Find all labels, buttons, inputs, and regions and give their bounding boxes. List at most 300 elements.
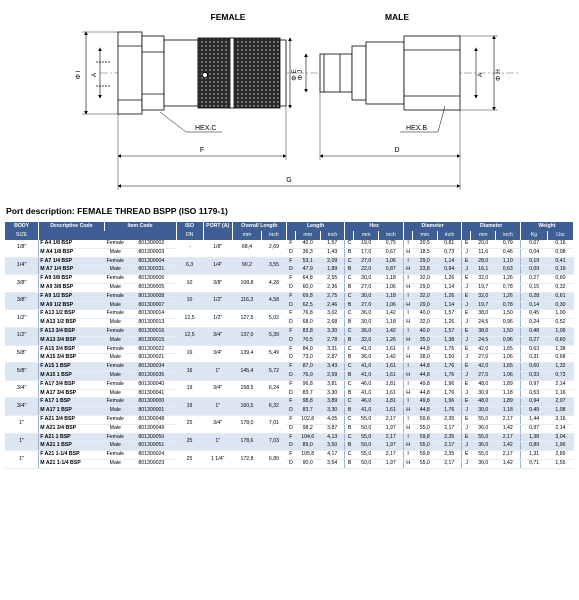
table-cell: 2,69 <box>262 240 287 257</box>
table-cell: 0,48 <box>520 327 547 336</box>
table-cell: 3,81 <box>320 380 345 389</box>
table-cell: B <box>345 354 354 363</box>
table-cell: 2,89 <box>547 451 573 460</box>
table-cell: 1" <box>5 433 39 451</box>
table-cell: Male <box>104 248 127 257</box>
table-cell: C <box>345 327 354 336</box>
table-cell: 0,15 <box>520 283 547 292</box>
table-cell: D <box>286 459 295 468</box>
table-cell: B <box>345 336 354 345</box>
table-row <box>5 424 574 433</box>
table-cell: 6,24 <box>262 380 287 398</box>
table-cell: 1,50 <box>496 327 521 336</box>
header-ol-mm: mm <box>232 231 261 240</box>
table-cell: 68,4 <box>232 240 261 257</box>
table-cell: F <box>286 257 295 266</box>
table-cell: 1,18 <box>379 275 404 284</box>
table-cell: 0,46 <box>496 248 521 257</box>
table-cell: C <box>345 240 354 248</box>
table-cell: 801300013 <box>127 319 177 328</box>
table-cell: 0,96 <box>496 336 521 345</box>
table-cell: 25 <box>176 433 203 451</box>
table-cell: H <box>403 266 412 275</box>
table-cell: 801300048 <box>127 415 177 424</box>
table-cell: 32,0 <box>412 292 437 301</box>
table-cell: 0,78 <box>496 301 521 310</box>
table-cell: 76,0 <box>295 371 320 380</box>
table-cell: E <box>462 415 471 424</box>
table-cell: 1,18 <box>496 407 521 416</box>
table-cell: 19,7 <box>471 283 496 292</box>
header-hex-inch: inch <box>379 231 404 240</box>
table-cell: 0,19 <box>547 266 573 275</box>
table-cell: 2,17 <box>379 415 404 424</box>
table-cell: 102,8 <box>295 415 320 424</box>
table-cell: 83,8 <box>295 327 320 336</box>
table-cell: 1/8" <box>203 240 232 257</box>
specification-table-body <box>5 240 574 468</box>
table-cell: 1,97 <box>379 424 404 433</box>
table-cell: 801300008 <box>127 292 177 301</box>
table-cell: H <box>403 336 412 345</box>
table-cell: C <box>345 363 354 372</box>
table-row <box>5 451 574 460</box>
header-overall-length: Overall Length <box>232 222 286 231</box>
table-cell: J <box>462 389 471 398</box>
table-cell: 0,81 <box>437 240 462 248</box>
table-cell: 38,0 <box>412 354 437 363</box>
table-cell: J <box>462 266 471 275</box>
table-cell: 172,8 <box>232 451 261 469</box>
table-cell: 25 <box>176 415 203 433</box>
table-cell: C <box>345 345 354 354</box>
table-cell: D <box>286 336 295 345</box>
table-cell: 801300021 <box>127 354 177 363</box>
table-cell: 1,26 <box>437 275 462 284</box>
table-cell: Female <box>104 257 127 266</box>
table-cell: 3,31 <box>320 345 345 354</box>
table-cell: 83,7 <box>295 407 320 416</box>
table-cell: I <box>403 363 412 372</box>
table-cell: D <box>286 407 295 416</box>
table-cell: 29,0 <box>412 283 437 292</box>
table-cell: 30,9 <box>471 389 496 398</box>
table-cell: I <box>403 398 412 407</box>
table-row <box>5 398 574 407</box>
table-cell: 801300015 <box>127 336 177 345</box>
table-cell: 2,14 <box>547 380 573 389</box>
table-cell: 68,0 <box>295 319 320 328</box>
table-cell: 55,0 <box>471 415 496 424</box>
port-description-label: Port description: <box>6 206 75 216</box>
table-cell: M A13 1/2 BSP <box>39 319 104 328</box>
table-cell: Male <box>104 266 127 275</box>
table-cell: 1,56 <box>547 459 573 468</box>
table-cell: F A13 3/4 BSP <box>39 327 104 336</box>
table-cell: 0,49 <box>520 407 547 416</box>
table-cell: 41,0 <box>354 389 379 398</box>
table-cell: Female <box>104 363 127 372</box>
table-cell: 2,68 <box>320 319 345 328</box>
table-cell: 0,14 <box>520 301 547 310</box>
table-cell: 41,0 <box>354 371 379 380</box>
table-cell: 30,0 <box>471 407 496 416</box>
table-cell: H <box>403 319 412 328</box>
hex-c-label: HEX.C <box>195 125 217 132</box>
table-cell: 32,0 <box>471 292 496 301</box>
table-cell: F <box>286 240 295 248</box>
table-cell: 105,8 <box>295 451 320 460</box>
table-row <box>5 336 574 345</box>
table-cell: 3,30 <box>320 389 345 398</box>
table-cell: 1,42 <box>496 442 521 451</box>
table-cell: 3,50 <box>320 442 345 451</box>
table-cell: 83,7 <box>295 389 320 398</box>
table-cell: 1,18 <box>496 389 521 398</box>
table-cell: 1" <box>203 363 232 381</box>
table-cell: 801300005 <box>127 283 177 292</box>
table-cell: H <box>403 459 412 468</box>
table-cell: Female <box>104 398 127 407</box>
table-cell: 1,32 <box>547 363 573 372</box>
table-cell: F <box>286 363 295 372</box>
table-cell: 801300016 <box>127 327 177 336</box>
header-row-2 <box>5 231 574 240</box>
table-cell: 89,0 <box>295 442 320 451</box>
table-cell: M A4 1/8 BSP <box>39 248 104 257</box>
table-cell: 98,8 <box>295 398 320 407</box>
table-cell: I <box>403 415 412 424</box>
table-cell: J <box>462 248 471 257</box>
table-row <box>5 459 574 468</box>
table-cell: B <box>345 301 354 310</box>
table-cell: 36,0 <box>354 327 379 336</box>
table-cell: 53,1 <box>295 257 320 266</box>
table-cell: 2,17 <box>496 415 521 424</box>
table-cell: F <box>286 451 295 460</box>
table-cell: J <box>462 336 471 345</box>
table-cell: Male <box>104 354 127 363</box>
table-cell: C <box>345 310 354 319</box>
table-row <box>5 283 574 292</box>
table-cell: 2,35 <box>437 433 462 442</box>
table-cell: H <box>403 371 412 380</box>
table-cell: 16,1 <box>471 266 496 275</box>
table-cell: J <box>462 283 471 292</box>
table-cell: 1/2" <box>203 310 232 328</box>
table-row <box>5 310 574 319</box>
table-cell: 1,89 <box>496 380 521 389</box>
table-cell: 6,80 <box>262 451 287 469</box>
table-cell: 1,06 <box>496 354 521 363</box>
a-right-label: A <box>477 72 484 78</box>
table-cell: Male <box>104 371 127 380</box>
table-cell: 59,8 <box>412 433 437 442</box>
table-cell: F A9 1/2 BSP <box>39 292 104 301</box>
table-cell: 5,02 <box>262 310 287 328</box>
table-cell: H <box>403 442 412 451</box>
table-cell: 42,0 <box>471 363 496 372</box>
table-cell: 64,8 <box>295 275 320 284</box>
table-cell: I <box>403 275 412 284</box>
table-cell: 55,0 <box>354 415 379 424</box>
table-cell: B <box>345 283 354 292</box>
table-cell: D <box>286 442 295 451</box>
header-port: PORT (A) <box>203 222 232 231</box>
table-cell: F A7 1/4 BSP <box>39 257 104 266</box>
table-cell: M A17 1 BSP <box>39 407 104 416</box>
table-cell: 36,0 <box>471 459 496 468</box>
table-cell: 1,81 <box>379 380 404 389</box>
table-cell: 1,06 <box>379 301 404 310</box>
table-cell: 801300023 <box>127 459 177 468</box>
table-cell: 46,0 <box>354 380 379 389</box>
table-cell: 10 <box>176 275 203 293</box>
table-cell: 2,36 <box>320 283 345 292</box>
table-cell: 0,63 <box>520 345 547 354</box>
table-cell: 801300049 <box>127 424 177 433</box>
table-cell: 4,28 <box>262 275 287 293</box>
table-cell: 1" <box>5 415 39 433</box>
coupling-technical-drawing <box>0 0 579 200</box>
table-row <box>5 415 574 424</box>
table-cell: E <box>462 257 471 266</box>
table-cell: I <box>403 310 412 319</box>
table-cell: I <box>403 433 412 442</box>
table-cell: 1,61 <box>379 363 404 372</box>
table-cell: E <box>462 363 471 372</box>
table-cell: 1,81 <box>379 398 404 407</box>
table-cell: B <box>345 389 354 398</box>
table-cell: 1,26 <box>496 292 521 301</box>
header-ol-inch: inch <box>262 231 287 240</box>
table-cell: 801300040 <box>127 380 177 389</box>
table-cell: 3/8" <box>5 275 39 293</box>
table-cell: D <box>286 248 295 257</box>
table-cell: F <box>286 415 295 424</box>
table-cell: 801300050 <box>127 433 177 442</box>
table-cell: 50,0 <box>354 424 379 433</box>
table-cell: 36,0 <box>354 354 379 363</box>
table-cell: E <box>462 345 471 354</box>
table-cell: F <box>286 380 295 389</box>
table-cell: 30,0 <box>354 319 379 328</box>
header-diameter-1: Diameter <box>403 222 462 231</box>
table-row <box>5 371 574 380</box>
table-cell: 108,8 <box>232 275 261 293</box>
header-size: SIZE <box>5 231 39 240</box>
table-cell: 0,96 <box>496 319 521 328</box>
table-cell: C <box>345 398 354 407</box>
port-description <box>6 206 228 216</box>
table-cell: 59,8 <box>412 451 437 460</box>
table-cell: 1,65 <box>496 363 521 372</box>
table-cell: 19,7 <box>471 301 496 310</box>
table-cell: F A21 3/4 BSP <box>39 415 104 424</box>
table-cell: F <box>286 292 295 301</box>
table-cell: Male <box>104 459 127 468</box>
table-cell: 19 <box>176 380 203 398</box>
table-cell: D <box>286 319 295 328</box>
header-diam1-mm: mm <box>412 231 437 240</box>
table-cell: 6,3 <box>176 257 203 275</box>
table-cell: 1,42 <box>496 424 521 433</box>
table-cell: 44,8 <box>412 363 437 372</box>
table-cell: H <box>403 389 412 398</box>
table-cell: 3,89 <box>320 398 345 407</box>
table-cell: 2,87 <box>320 354 345 363</box>
table-cell: 1,96 <box>547 442 573 451</box>
table-cell: 0,73 <box>547 371 573 380</box>
table-cell: 0,68 <box>547 354 573 363</box>
table-cell: F <box>286 433 295 442</box>
d-dimension-label: D <box>394 147 400 154</box>
header-diameter-2: Diameter <box>462 222 521 231</box>
table-cell: 35,0 <box>412 336 437 345</box>
table-cell: H <box>403 283 412 292</box>
table-cell: B <box>345 442 354 451</box>
table-cell: 22,0 <box>354 266 379 275</box>
table-cell: 32,0 <box>471 275 496 284</box>
table-cell: 0,16 <box>547 240 573 248</box>
table-cell: 0,87 <box>379 266 404 275</box>
table-cell: 4,13 <box>320 433 345 442</box>
table-cell: 1,14 <box>437 301 462 310</box>
table-cell: I <box>403 327 412 336</box>
header-hex: Hex <box>345 222 404 231</box>
table-cell: D <box>286 283 295 292</box>
table-cell: 1,61 <box>379 389 404 398</box>
table-cell: 98,2 <box>295 424 320 433</box>
table-row <box>5 248 574 257</box>
table-cell: H <box>403 248 412 257</box>
table-row <box>5 327 574 336</box>
table-cell: 0,28 <box>520 292 547 301</box>
table-cell: M A13 3/4 BSP <box>39 336 104 345</box>
table-cell: 1,26 <box>379 336 404 345</box>
table-cell: 90,2 <box>232 257 261 275</box>
table-cell: C <box>345 451 354 460</box>
table-cell: M A21 1-1/4 BSP <box>39 459 104 468</box>
table-cell: C <box>345 292 354 301</box>
table-cell: J <box>462 319 471 328</box>
table-cell: 44,8 <box>412 345 437 354</box>
table-cell: 801300041 <box>127 389 177 398</box>
table-cell: 1,89 <box>496 398 521 407</box>
table-cell: 12,5 <box>176 327 203 345</box>
table-row <box>5 240 574 248</box>
table-row <box>5 442 574 451</box>
table-cell: 44,8 <box>412 371 437 380</box>
table-cell: 1" <box>203 398 232 416</box>
table-cell: E <box>462 327 471 336</box>
table-cell: 1,16 <box>547 389 573 398</box>
table-cell: 3/4" <box>203 327 232 345</box>
table-cell: 30,0 <box>354 292 379 301</box>
table-cell: 32,0 <box>412 275 437 284</box>
table-cell: F <box>286 310 295 319</box>
phi-j-label: Φ J <box>297 69 304 81</box>
table-cell: 40,0 <box>295 240 320 248</box>
header-weight: Weight <box>520 222 573 231</box>
table-cell: 48,0 <box>471 380 496 389</box>
table-cell: 1,26 <box>437 319 462 328</box>
table-cell: F <box>286 398 295 407</box>
table-cell: M A9 1/2 BSP <box>39 301 104 310</box>
table-cell: 30,0 <box>354 275 379 284</box>
table-cell: 1,97 <box>379 442 404 451</box>
table-cell: E <box>462 310 471 319</box>
table-cell: E <box>462 433 471 442</box>
table-cell: 1,76 <box>437 407 462 416</box>
table-cell: C <box>345 257 354 266</box>
table-cell: 1,43 <box>320 248 345 257</box>
table-cell: 1 1/4" <box>203 451 232 469</box>
table-cell: 3/4" <box>203 415 232 433</box>
table-cell: I <box>403 240 412 248</box>
table-cell: 2,78 <box>320 336 345 345</box>
table-cell: 3,30 <box>320 327 345 336</box>
table-cell: 3,87 <box>320 424 345 433</box>
table-cell: 2,09 <box>320 257 345 266</box>
table-cell: 2,17 <box>437 459 462 468</box>
table-cell: 1,06 <box>547 327 573 336</box>
table-cell: 1/4" <box>5 257 39 275</box>
table-cell: 1,06 <box>496 371 521 380</box>
table-cell: F A15 1 BSP <box>39 363 104 372</box>
table-cell: 1/8" <box>5 240 39 257</box>
table-cell: 0,60 <box>547 275 573 284</box>
table-cell: 1/2" <box>5 310 39 328</box>
table-cell: 0,41 <box>547 257 573 266</box>
table-cell: 1,06 <box>379 283 404 292</box>
table-cell: 55,0 <box>412 442 437 451</box>
table-cell: 90,0 <box>295 459 320 468</box>
table-cell: 84,0 <box>295 345 320 354</box>
table-cell: M A17 3/4 BSP <box>39 389 104 398</box>
table-cell: 0,09 <box>520 266 547 275</box>
table-cell: 0,94 <box>437 266 462 275</box>
table-row <box>5 380 574 389</box>
table-cell: 0,07 <box>520 240 547 248</box>
table-cell: 1,76 <box>437 345 462 354</box>
table-cell: F <box>286 275 295 284</box>
table-cell: 801300006 <box>127 275 177 284</box>
table-cell: 0,33 <box>520 371 547 380</box>
table-cell: Female <box>104 327 127 336</box>
header-hex-mm: mm <box>354 231 379 240</box>
table-cell: 1,96 <box>437 398 462 407</box>
table-cell: H <box>403 424 412 433</box>
table-cell: 1,38 <box>520 433 547 442</box>
table-cell: 24,5 <box>471 336 496 345</box>
header-length-mm: mm <box>295 231 320 240</box>
table-cell: F A17 1 BSP <box>39 398 104 407</box>
table-cell: 1,57 <box>437 310 462 319</box>
table-cell: 5/8" <box>5 345 39 363</box>
phi-h-label: Φ H <box>495 69 502 81</box>
table-cell: 2,99 <box>320 371 345 380</box>
table-cell: 7,03 <box>262 433 287 451</box>
table-cell: 3,04 <box>547 433 573 442</box>
header-kg: Kg <box>520 231 547 240</box>
table-cell: F A15 3/4 BSP <box>39 345 104 354</box>
table-cell: 178,0 <box>232 415 261 433</box>
header-diam1-inch: inch <box>437 231 462 240</box>
table-cell: 0,24 <box>520 319 547 328</box>
table-cell: J <box>462 407 471 416</box>
table-cell: 38,0 <box>471 310 496 319</box>
